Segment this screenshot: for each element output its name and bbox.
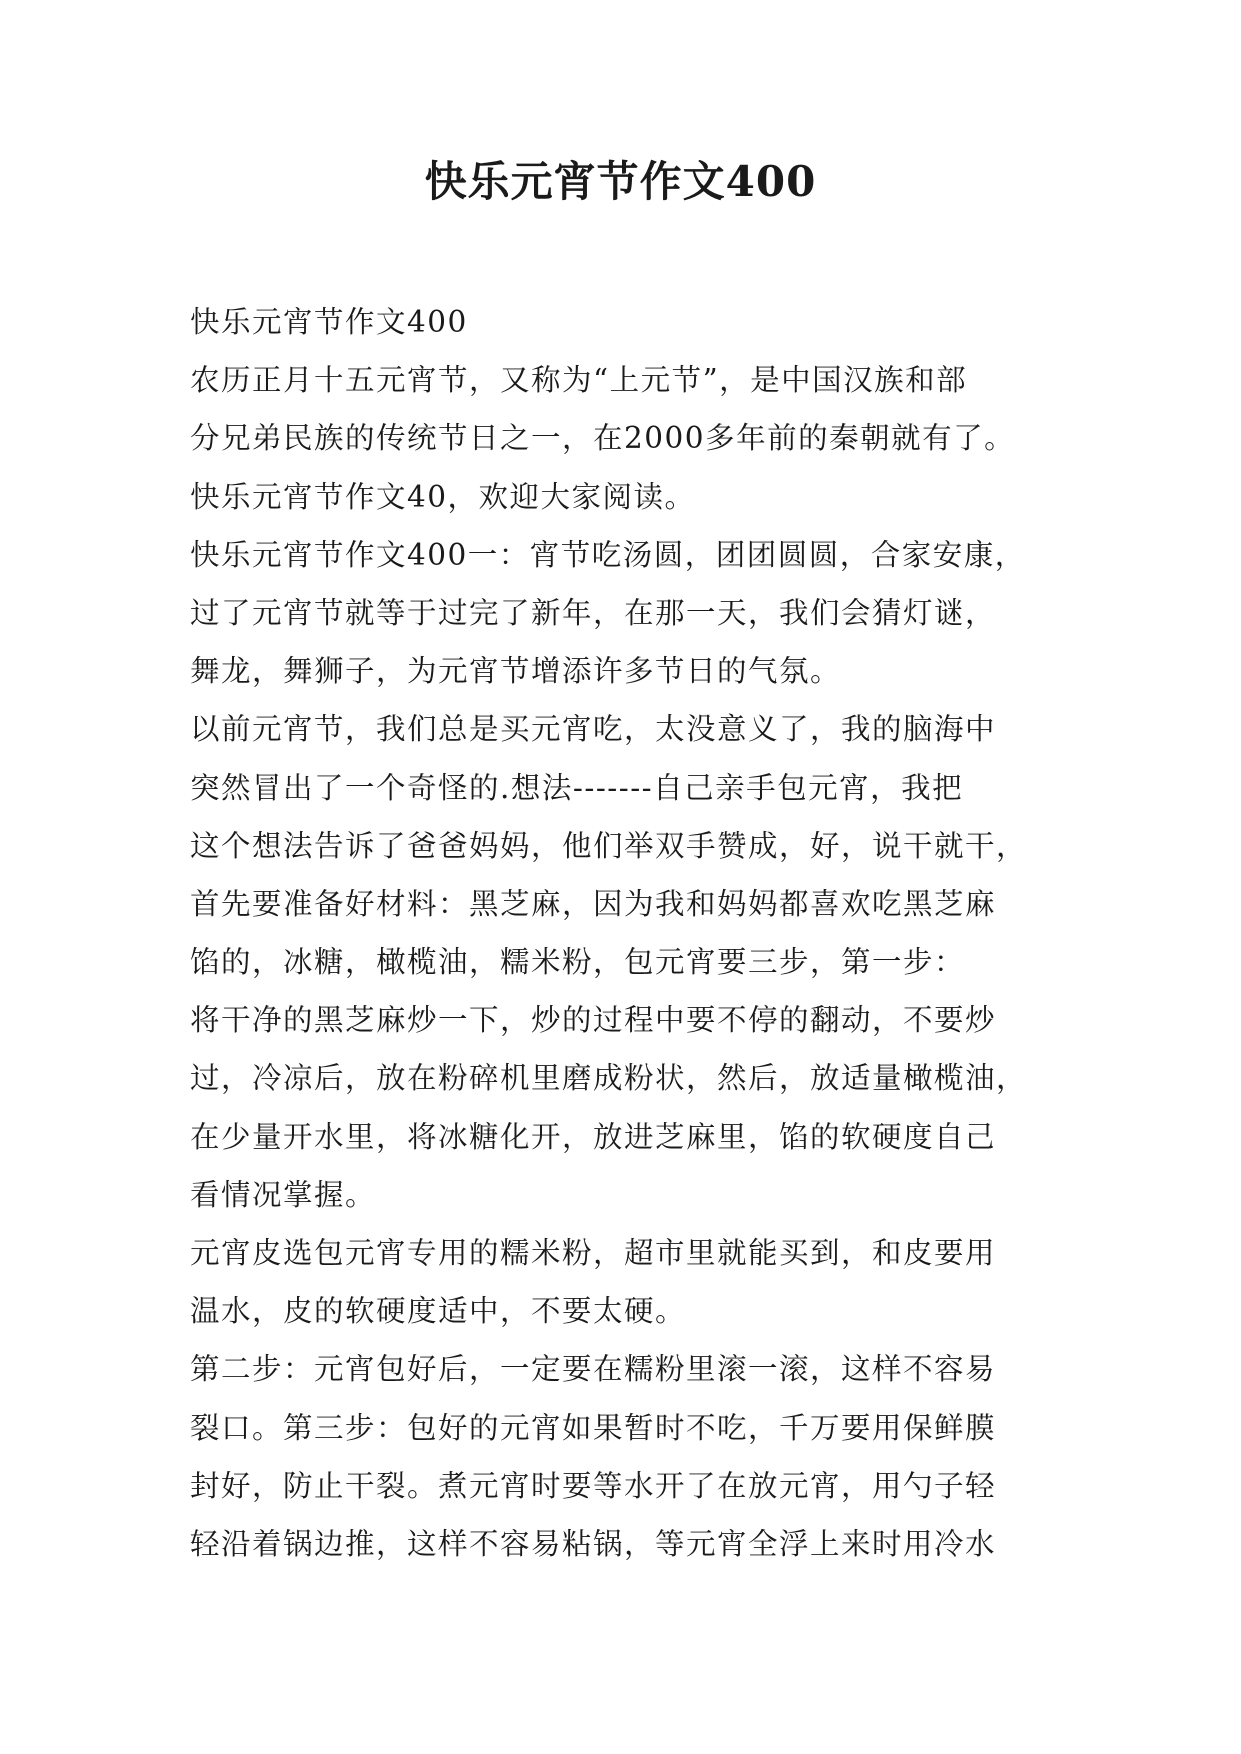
text-line: 快乐元宵节作文400 bbox=[190, 305, 468, 339]
text-line: 封好，防止干裂。煮元宵时要等水开了在放元宵，用勺子轻 bbox=[190, 1468, 997, 1503]
text-line: 快乐元宵节作文400一：宵节吃汤圆，团团圆圆，合家安康， bbox=[190, 537, 1026, 572]
text-line: 过了元宵节就等于过完了新年，在那一天，我们会猜灯谜， bbox=[190, 595, 997, 630]
document-body bbox=[190, 293, 1070, 1573]
text-line: 突然冒出了一个奇怪的.想法-------自己亲手包元宵，我把 bbox=[190, 770, 964, 805]
text-line: 分兄弟民族的传统节日之一，在2000多年前的秦朝就有了。 bbox=[190, 421, 1016, 456]
text-line: 在少量开水里，将冰糖化开，放进芝麻里，馅的软硬度自己 bbox=[190, 1119, 997, 1154]
page-title: 快乐元宵节作文400 bbox=[424, 157, 817, 206]
text-line: 元宵皮选包元宵专用的糯米粉，超市里就能买到，和皮要用 bbox=[190, 1236, 997, 1270]
text-line: 看情况掌握。 bbox=[190, 1177, 377, 1212]
text-line: 馅的，冰糖，橄榄油，糯米粉，包元宵要三步，第一步： bbox=[190, 945, 966, 980]
text-line: 农历正月十五元宵节，又称为“上元节”，是中国汉族和部 bbox=[190, 363, 968, 398]
text-line: 裂口。第三步：包好的元宵如果暂时不吃，千万要用保鲜膜 bbox=[190, 1410, 997, 1445]
text-line: 这个想法告诉了爸爸妈妈，他们举双手赞成，好，说干就干， bbox=[190, 828, 1028, 863]
text-line: 将干净的黑芝麻炒一下，炒的过程中要不停的翻动，不要炒 bbox=[190, 1003, 997, 1038]
text-line: 以前元宵节，我们总是买元宵吃，太没意义了，我的脑海中 bbox=[190, 712, 997, 747]
text-line: 第二步：元宵包好后，一定要在糯粉里滚一滚，这样不容易 bbox=[190, 1352, 997, 1387]
text-line: 过，冷凉后，放在粉碎机里磨成粉状，然后，放适量橄榄油， bbox=[190, 1061, 1028, 1096]
text-line: 舞龙，舞狮子，为元宵节增添许多节日的气氛。 bbox=[190, 654, 842, 689]
text-line: 温水，皮的软硬度适中，不要太硬。 bbox=[190, 1294, 687, 1329]
text-line: 首先要准备好材料：黑芝麻，因为我和妈妈都喜欢吃黑芝麻 bbox=[190, 886, 997, 921]
text-line: 快乐元宵节作文40，欢迎大家阅读。 bbox=[190, 479, 696, 514]
text-line: 轻沿着锅边推，这样不容易粘锅，等元宵全浮上来时用冷水 bbox=[190, 1526, 997, 1561]
